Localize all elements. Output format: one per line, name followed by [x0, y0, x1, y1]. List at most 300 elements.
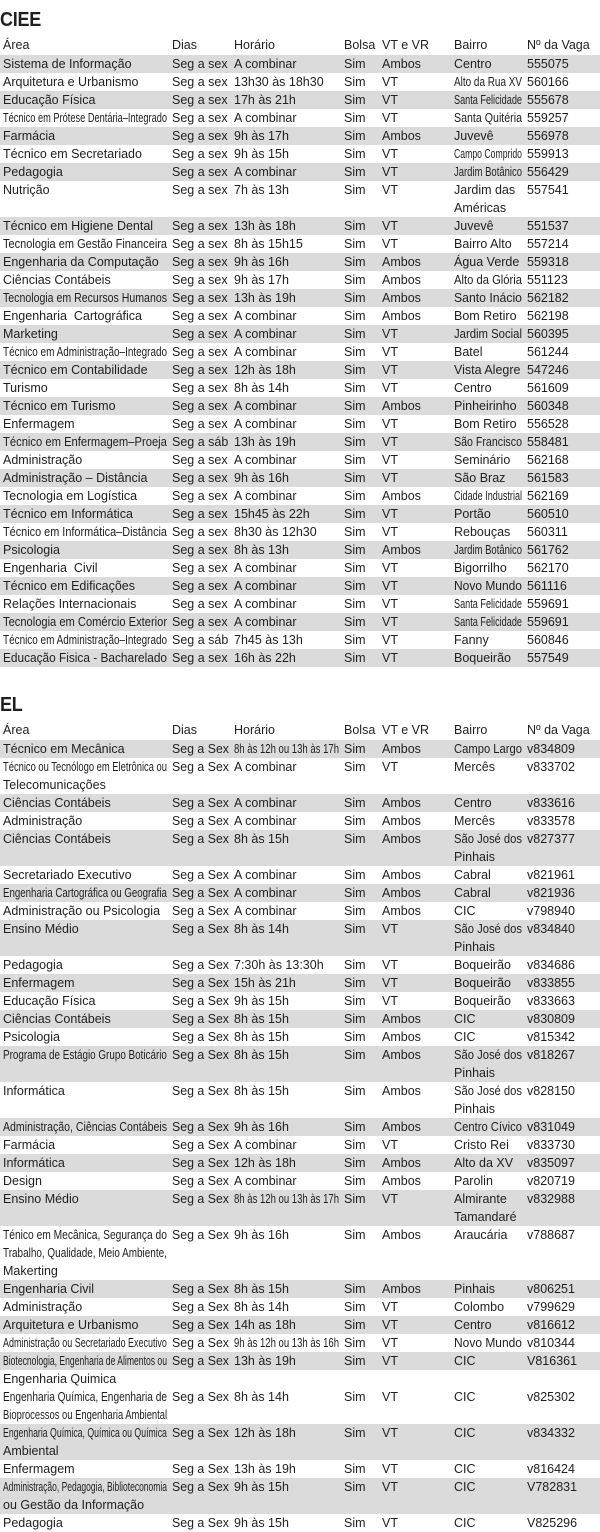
cell-horario: A combinar: [234, 904, 297, 918]
cell-bairro: São Francisco: [454, 435, 523, 449]
cell-dias: Seg a sex: [172, 525, 228, 539]
cell-vaga: v825302: [527, 1390, 575, 1404]
cell-bairro: Centro Cívico: [454, 1120, 523, 1134]
cell-vaga: 559691: [527, 615, 569, 629]
cell-vt-vr: Ambos: [382, 129, 421, 143]
cell-horario: A combinar: [234, 796, 297, 810]
cell-horario: 8h às 15h: [234, 1030, 289, 1044]
table-row: [0, 956, 600, 974]
cell-bairro: Parolin: [454, 1174, 493, 1188]
column-header-bairro: Bairro: [454, 723, 488, 737]
cell-bairro: Água Verde: [454, 255, 520, 269]
table-row: [0, 559, 600, 577]
cell-bairro: Campo Largo: [454, 742, 523, 756]
cell-bolsa: Sim: [344, 399, 366, 413]
cell-area: Farmácia: [3, 129, 56, 143]
cell-bolsa: Sim: [344, 237, 366, 251]
cell-horario: 8h30 às 12h30: [234, 525, 317, 539]
cell-bairro: Bigorrilho: [454, 561, 507, 575]
table-row: [0, 902, 600, 920]
cell-bairro: Vista Alegre: [454, 363, 521, 377]
table-row: [0, 397, 600, 415]
cell-vt-vr: Ambos: [382, 273, 421, 287]
cell-bairro: Centro: [454, 796, 492, 810]
cell-bolsa: Sim: [344, 147, 366, 161]
cell-vt-vr: Ambos: [382, 886, 421, 900]
section-title: EL: [0, 694, 23, 716]
cell-bolsa: Sim: [344, 165, 366, 179]
cell-vt-vr: VT: [382, 579, 398, 593]
cell-bolsa: Sim: [344, 327, 366, 341]
table-row: [0, 1316, 600, 1334]
cell-dias: Seg a Sex: [172, 1084, 229, 1098]
cell-area: Programa de Estágio Grupo Boticário: [3, 1048, 167, 1062]
cell-horario: A combinar: [234, 760, 297, 774]
cell-area: Ciências Contábeis: [3, 796, 111, 810]
cell-dias: Seg a Sex: [172, 1282, 229, 1296]
table-row: [0, 145, 600, 163]
cell-dias: Seg a sex: [172, 471, 228, 485]
cell-vt-vr: Ambos: [382, 1156, 421, 1170]
cell-horario: A combinar: [234, 57, 297, 71]
cell-dias: Seg a Sex: [172, 1300, 229, 1314]
cell-dias: Seg a sex: [172, 399, 228, 413]
cell-area: Tecnologia em Logística: [3, 489, 138, 503]
cell-dias: Seg a Sex: [172, 976, 229, 990]
cell-vaga: 560348: [527, 399, 569, 413]
cell-area: Ensino Médio: [3, 1192, 79, 1206]
cell-dias: Seg a sex: [172, 489, 228, 503]
table-row: [0, 1046, 600, 1082]
cell-vaga: v833578: [527, 814, 575, 828]
cell-area: Enfermagem: [3, 1462, 75, 1476]
table-row: [0, 649, 600, 667]
cell-area: Marketing: [3, 327, 58, 341]
cell-dias: Seg a Sex: [172, 760, 229, 774]
cell-vaga: 560311: [527, 525, 568, 539]
cell-vt-vr: VT: [382, 183, 398, 197]
cell-bolsa: Sim: [344, 417, 366, 431]
cell-vt-vr: VT: [382, 345, 398, 359]
cell-vt-vr: Ambos: [382, 814, 421, 828]
cell-vt-vr: VT: [382, 760, 398, 774]
cell-vt-vr: VT: [382, 1480, 398, 1494]
cell-vaga: v815342: [527, 1030, 575, 1044]
cell-vaga: v833616: [527, 796, 575, 810]
cell-horario: 13h às 18h: [234, 219, 296, 233]
cell-vt-vr: VT: [382, 471, 398, 485]
cell-bolsa: Sim: [344, 291, 366, 305]
table-row: [0, 577, 600, 595]
cell-horario: 12h às 18h: [234, 1156, 296, 1170]
cell-horario: 9h às 17h: [234, 129, 289, 143]
cell-dias: Seg a sex: [172, 543, 228, 557]
cell-area: Ensino Médio: [3, 922, 79, 936]
table-body: [0, 55, 600, 667]
cell-horario: 8h às 14h: [234, 1390, 289, 1404]
section-el: [0, 695, 600, 1532]
cell-bairro: Mercês: [454, 814, 495, 828]
table-row: [0, 1334, 600, 1352]
table-row: [0, 325, 600, 343]
cell-vt-vr: Ambos: [382, 399, 421, 413]
column-header-bolsa: Bolsa: [344, 38, 376, 52]
cell-area: Tecnologia em Recursos Humanos: [3, 291, 167, 305]
cell-bairro: Alto da Glória: [454, 273, 523, 287]
table-row: [0, 613, 600, 631]
cell-area: Arquitetura e Urbanismo: [3, 75, 139, 89]
cell-dias: Seg a sex: [172, 417, 228, 431]
column-header-bairro: Bairro: [454, 38, 488, 52]
cell-horario: A combinar: [234, 417, 297, 431]
cell-bairro: Santo Inácio: [454, 291, 522, 305]
table-row: [0, 379, 600, 397]
cell-vt-vr: Ambos: [382, 1282, 421, 1296]
section-ciee: [0, 10, 600, 667]
cell-vaga: 555075: [527, 57, 569, 71]
column-header-horario: Horário: [234, 38, 275, 52]
cell-dias: Seg a sex: [172, 183, 228, 197]
cell-area: Turismo: [3, 381, 48, 395]
cell-bairro: São José dos Pinhais: [454, 832, 523, 864]
cell-vt-vr: Ambos: [382, 868, 421, 882]
cell-bairro: Jardim das Américas: [454, 183, 516, 215]
cell-vaga: 560510: [527, 507, 569, 521]
cell-vt-vr: VT: [382, 507, 398, 521]
cell-horario: 8h às 15h15: [234, 237, 303, 251]
cell-bolsa: Sim: [344, 111, 366, 125]
table-row: [0, 1154, 600, 1172]
table-row: [0, 451, 600, 469]
table-row: [0, 595, 600, 613]
table-row: [0, 253, 600, 271]
cell-vaga: 557541: [527, 183, 569, 197]
cell-bolsa: Sim: [344, 615, 366, 629]
cell-vaga: 561116: [527, 579, 567, 593]
cell-bolsa: Sim: [344, 1462, 366, 1476]
cell-vt-vr: Ambos: [382, 255, 421, 269]
cell-area: Informática: [3, 1084, 65, 1098]
cell-dias: Seg a Sex: [172, 1120, 229, 1134]
table-row: [0, 505, 600, 523]
cell-area: Técnico em Contabilidade: [3, 363, 148, 377]
cell-area: Técnico em Administração–Integrado: [3, 633, 168, 647]
cell-bolsa: Sim: [344, 381, 366, 395]
cell-bairro: Jardim Social: [454, 327, 522, 341]
cell-area: Pedagogia: [3, 165, 63, 179]
table-row: [0, 1226, 600, 1280]
cell-bolsa: Sim: [344, 1354, 366, 1368]
cell-vt-vr: VT: [382, 994, 398, 1008]
cell-bairro: Pinheirinho: [454, 399, 517, 413]
cell-horario: 9h às 16h: [234, 255, 289, 269]
cell-bairro: São Braz: [454, 471, 506, 485]
cell-bairro: Fanny: [454, 633, 489, 647]
cell-bolsa: Sim: [344, 1318, 366, 1332]
table-row: [0, 1118, 600, 1136]
cell-bairro: Bom Retiro: [454, 309, 517, 323]
cell-area: Pedagogia: [3, 958, 63, 972]
cell-vaga: 561583: [527, 471, 569, 485]
cell-area: Engenharia Química, Engenharia de Bioprocessos ou Engenharia Ambiental: [3, 1390, 168, 1422]
cell-vt-vr: Ambos: [382, 1174, 421, 1188]
cell-dias: Seg a Sex: [172, 1228, 229, 1242]
cell-vt-vr: Ambos: [382, 1084, 421, 1098]
cell-vt-vr: VT: [382, 1300, 398, 1314]
cell-bolsa: Sim: [344, 75, 366, 89]
cell-dias: Seg a Sex: [172, 1390, 229, 1404]
cell-dias: Seg a Sex: [172, 886, 229, 900]
column-header-vaga: Nº da Vaga: [527, 723, 590, 737]
cell-dias: Seg a sex: [172, 165, 228, 179]
cell-horario: A combinar: [234, 814, 297, 828]
cell-horario: 14h as 18h: [234, 1318, 296, 1332]
cell-dias: Seg a Sex: [172, 742, 229, 756]
cell-area: Enfermagem: [3, 417, 75, 431]
cell-bolsa: Sim: [344, 1480, 366, 1494]
cell-dias: Seg a sex: [172, 327, 228, 341]
cell-vaga: 556528: [527, 417, 569, 431]
cell-bolsa: Sim: [344, 1120, 366, 1134]
cell-bolsa: Sim: [344, 1282, 366, 1296]
cell-vaga: v833730: [527, 1138, 575, 1152]
cell-vt-vr: VT: [382, 651, 398, 665]
cell-vaga: v833855: [527, 976, 575, 990]
cell-vt-vr: VT: [382, 615, 398, 629]
table-row: [0, 812, 600, 830]
cell-dias: Seg a Sex: [172, 1336, 229, 1350]
cell-horario: 17h às 21h: [234, 93, 296, 107]
table-row: [0, 163, 600, 181]
cell-vaga: 562168: [527, 453, 569, 467]
cell-vt-vr: VT: [382, 381, 398, 395]
cell-dias: Seg a sex: [172, 561, 228, 575]
column-header-vt-vr: VT e VR: [382, 38, 430, 52]
cell-area: Técnico em Edificações: [3, 579, 136, 593]
cell-bairro: CIC: [454, 904, 476, 918]
cell-bolsa: Sim: [344, 543, 366, 557]
cell-bairro: Colombo: [454, 1300, 505, 1314]
cell-bolsa: Sim: [344, 309, 366, 323]
cell-bairro: Alto da Rua XV: [454, 75, 523, 89]
cell-bairro: CIC: [454, 1354, 476, 1368]
table-row: [0, 181, 600, 217]
table-header-row: [0, 722, 600, 740]
cell-vt-vr: Ambos: [382, 1048, 421, 1062]
cell-area: Técnico em Mecânica: [3, 742, 125, 756]
cell-bairro: Seminário: [454, 453, 511, 467]
cell-area: Técnico em Prótese Dentária–Integrado: [3, 111, 168, 125]
cell-area: Engenharia Cartográfica ou Geografia: [3, 886, 167, 900]
cell-bolsa: Sim: [344, 489, 366, 503]
cell-bolsa: Sim: [344, 525, 366, 539]
cell-area: Educação Física: [3, 93, 96, 107]
cell-dias: Seg a Sex: [172, 1480, 229, 1494]
cell-vaga: 559257: [527, 111, 569, 125]
cell-bolsa: Sim: [344, 1390, 366, 1404]
cell-area: Técnico em Informática–Distância: [3, 525, 167, 539]
cell-bairro: Rebouças: [454, 525, 511, 539]
cell-dias: Seg a sex: [172, 57, 228, 71]
table-row: [0, 343, 600, 361]
table-row: [0, 307, 600, 325]
cell-dias: Seg a Sex: [172, 1156, 229, 1170]
cell-horario: 8h às 14h: [234, 1300, 289, 1314]
cell-horario: A combinar: [234, 399, 297, 413]
cell-vaga: v798940: [527, 904, 575, 918]
cell-bairro: São José dos Pinhais: [454, 1048, 523, 1080]
cell-area: Administração, Pedagogia, Biblioteconomia ou Gestão da Informação: [3, 1480, 167, 1512]
cell-vaga: 562169: [527, 489, 569, 503]
cell-vt-vr: Ambos: [382, 1030, 421, 1044]
cell-vt-vr: VT: [382, 1516, 398, 1530]
cell-bolsa: Sim: [344, 57, 366, 71]
cell-dias: Seg a Sex: [172, 1354, 229, 1368]
cell-vaga: v834686: [527, 958, 575, 972]
table-row: [0, 1298, 600, 1316]
cell-horario: 8h às 15h: [234, 1048, 289, 1062]
cell-dias: Seg a sex: [172, 453, 228, 467]
cell-bairro: Centro: [454, 57, 492, 71]
cell-area: Enfermagem: [3, 976, 75, 990]
table-row: [0, 523, 600, 541]
cell-bairro: Santa Felicidade: [454, 597, 522, 611]
cell-vaga: v834840: [527, 922, 575, 936]
cell-vaga: 560395: [527, 327, 569, 341]
column-header-area: Área: [3, 723, 30, 737]
cell-vaga: V825296: [527, 1516, 578, 1530]
cell-horario: 9h às 15h: [234, 1480, 289, 1494]
table-row: [0, 235, 600, 253]
cell-bolsa: Sim: [344, 507, 366, 521]
cell-bolsa: Sim: [344, 814, 366, 828]
cell-bolsa: Sim: [344, 1300, 366, 1314]
cell-dias: Seg a sex: [172, 93, 228, 107]
cell-bairro: Santa Felicidade: [454, 93, 522, 107]
cell-vaga: 559318: [527, 255, 569, 269]
cell-horario: 7:30h às 13:30h: [234, 958, 324, 972]
cell-bolsa: Sim: [344, 742, 366, 756]
cell-horario: 8h às 12h ou 13h às 17h: [234, 742, 340, 756]
cell-bairro: CIC: [454, 1516, 476, 1530]
cell-bairro: Pinhais: [454, 1282, 495, 1296]
cell-bairro: Boqueirão: [454, 958, 511, 972]
cell-area: Sistema de Informação: [3, 57, 132, 71]
cell-horario: 8h às 15h: [234, 1084, 289, 1098]
cell-horario: 13h às 19h: [234, 1462, 296, 1476]
cell-vt-vr: Ambos: [382, 543, 421, 557]
cell-horario: 8h às 12h ou 13h às 17h: [234, 1192, 340, 1206]
cell-vaga: 556978: [527, 129, 569, 143]
cell-bairro: CIC: [454, 1390, 476, 1404]
cell-bairro: Novo Mundo: [454, 1336, 522, 1350]
cell-vaga: v816612: [527, 1318, 575, 1332]
cell-bairro: CIC: [454, 1030, 476, 1044]
cell-vaga: v834809: [527, 742, 575, 756]
cell-horario: 7h às 13h: [234, 183, 289, 197]
cell-bolsa: Sim: [344, 1174, 366, 1188]
cell-area: Administração: [3, 814, 83, 828]
table-row: [0, 271, 600, 289]
table-row: [0, 487, 600, 505]
table-row: [0, 1028, 600, 1046]
cell-vt-vr: Ambos: [382, 1012, 421, 1026]
cell-vt-vr: VT: [382, 75, 398, 89]
table-row: [0, 631, 600, 649]
table-row: [0, 1352, 600, 1388]
table-row: [0, 740, 600, 758]
cell-vt-vr: Ambos: [382, 1120, 421, 1134]
cell-vt-vr: VT: [382, 453, 398, 467]
cell-vaga: v833702: [527, 760, 575, 774]
cell-bolsa: Sim: [344, 796, 366, 810]
cell-vaga: v806251: [527, 1282, 575, 1296]
cell-horario: 12h às 18h: [234, 1426, 296, 1440]
cell-bolsa: Sim: [344, 597, 366, 611]
cell-horario: A combinar: [234, 1174, 297, 1188]
cell-vt-vr: VT: [382, 1336, 398, 1350]
cell-bolsa: Sim: [344, 255, 366, 269]
table-row: [0, 1280, 600, 1298]
cell-dias: Seg a Sex: [172, 1192, 229, 1206]
cell-dias: Seg a sex: [172, 615, 228, 629]
cell-horario: A combinar: [234, 345, 297, 359]
table-row: [0, 794, 600, 812]
cell-vt-vr: VT: [382, 327, 398, 341]
cell-horario: 9h às 17h: [234, 273, 289, 287]
table-row: [0, 73, 600, 91]
cell-vaga: 551123: [527, 273, 568, 287]
cell-bairro: Mercês: [454, 760, 495, 774]
cell-bolsa: Sim: [344, 453, 366, 467]
cell-vaga: V782831: [527, 1480, 578, 1494]
cell-vt-vr: VT: [382, 1138, 398, 1152]
table-row: [0, 469, 600, 487]
cell-vt-vr: VT: [382, 363, 398, 377]
cell-dias: Seg a Sex: [172, 922, 229, 936]
cell-bairro: São José dos Pinhais: [454, 922, 523, 954]
cell-horario: 13h às 19h: [234, 1354, 296, 1368]
table-ciee: [0, 37, 600, 667]
cell-vt-vr: VT: [382, 976, 398, 990]
table-row: [0, 127, 600, 145]
cell-vt-vr: VT: [382, 958, 398, 972]
cell-vaga: 561609: [527, 381, 569, 395]
cell-horario: 7h45 às 13h: [234, 633, 303, 647]
table-row: [0, 1388, 600, 1424]
cell-area: Pedagogia: [3, 1516, 63, 1530]
cell-vaga: 557214: [527, 237, 569, 251]
cell-bairro: Alto da XV: [454, 1156, 514, 1170]
cell-dias: Seg a Sex: [172, 796, 229, 810]
cell-horario: A combinar: [234, 579, 297, 593]
cell-horario: 13h às 19h: [234, 435, 296, 449]
cell-bolsa: Sim: [344, 633, 366, 647]
cell-dias: Seg a Sex: [172, 1516, 229, 1530]
cell-vt-vr: Ambos: [382, 742, 421, 756]
cell-vaga: 562198: [527, 309, 569, 323]
cell-bolsa: Sim: [344, 651, 366, 665]
cell-dias: Seg a Sex: [172, 958, 229, 972]
cell-bairro: CIC: [454, 1480, 476, 1494]
cell-dias: Seg a sex: [172, 75, 228, 89]
cell-horario: 9h às 12h ou 13h às 16h: [234, 1336, 340, 1350]
cell-bolsa: Sim: [344, 904, 366, 918]
cell-vt-vr: Ambos: [382, 489, 421, 503]
table-row: [0, 91, 600, 109]
cell-horario: A combinar: [234, 597, 297, 611]
cell-bairro: Cabral: [454, 868, 491, 882]
